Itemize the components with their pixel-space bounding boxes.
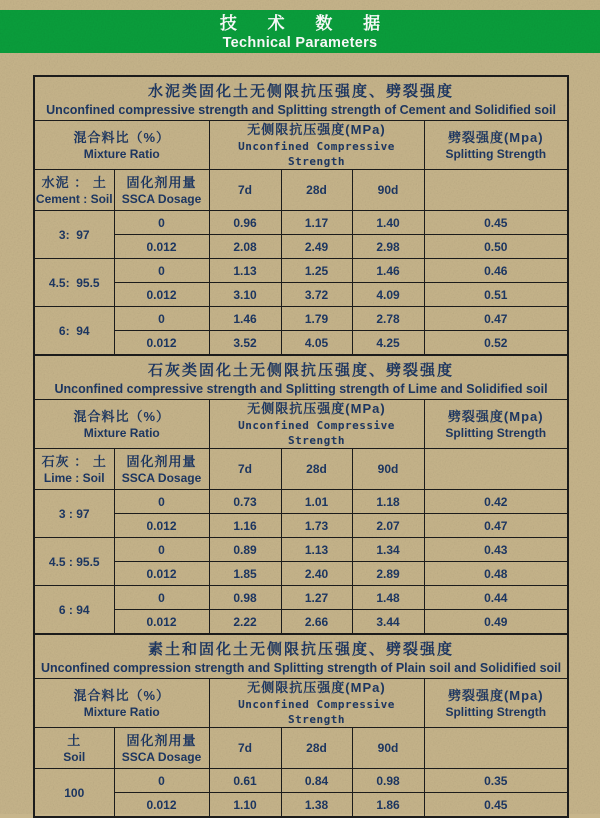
dosage-cell: 0 [114, 586, 209, 610]
dosage-cell: 0.012 [114, 610, 209, 635]
header-split [424, 679, 568, 728]
ratio-cell: 6 : 94 [34, 586, 114, 635]
header-ratio-en: Cement : Soil [35, 191, 113, 206]
table-title-zh: 素土和固化土无侧限抗压强度、劈裂强度 [148, 640, 455, 658]
header-ucs [209, 679, 424, 728]
table-title-en: Unconfined compressive strength and Splitting strength of Cement and Solidified soil [46, 102, 556, 117]
strength-value-cell: 1.18 [352, 490, 424, 514]
strength-value-cell: 1.79 [281, 307, 352, 331]
strength-value-cell: 1.85 [209, 562, 281, 586]
strength-value-cell: 0.49 [424, 610, 568, 635]
table-title-zh: 石灰类固化土无侧限抗压强度、劈裂强度 [148, 361, 455, 379]
dosage-cell: 0 [114, 211, 209, 235]
header-splitting-empty-cell [424, 170, 568, 211]
header-mixture-zh: 混合料比（%） [73, 687, 171, 703]
strength-value-cell: 2.78 [352, 307, 424, 331]
strength-value-cell: 1.16 [209, 514, 281, 538]
strength-value-cell: 1.48 [352, 586, 424, 610]
strength-value-cell: 0.50 [424, 235, 568, 259]
header-ucs-zh: 无侧限抗压强度(MPa) [247, 122, 386, 137]
data-row [34, 514, 568, 538]
header-mixture-zh: 混合料比（%） [73, 129, 171, 145]
data-row [34, 769, 568, 793]
header-age-7d: 7d [209, 449, 281, 490]
strength-value-cell: 0.44 [424, 586, 568, 610]
header-split [424, 121, 568, 170]
data-row [34, 562, 568, 586]
header-ratio-zh: 石灰 ： 土 [41, 453, 107, 469]
ratio-cell: 100 [34, 769, 114, 818]
header-ratio [34, 728, 114, 769]
header-ucs-en: Unconfined Compressive Strength [238, 140, 395, 168]
header-dosage-en: SSCA Dosage [121, 191, 202, 206]
strength-value-cell: 2.49 [281, 235, 352, 259]
header-ucs [209, 121, 424, 170]
header-split-en: Splitting Strength [445, 146, 547, 161]
ratio-cell: 3: 97 [34, 211, 114, 259]
header-splitting-empty-cell [424, 728, 568, 769]
header-age-7d: 7d [209, 170, 281, 211]
plain-soil-table [33, 633, 569, 818]
ratio-cell: 6: 94 [34, 307, 114, 356]
strength-value-cell: 0.52 [424, 331, 568, 356]
strength-value-cell: 4.09 [352, 283, 424, 307]
strength-value-cell: 1.34 [352, 538, 424, 562]
strength-value-cell: 1.13 [281, 538, 352, 562]
header-ratio [34, 449, 114, 490]
strength-value-cell: 2.08 [209, 235, 281, 259]
strength-value-cell: 1.10 [209, 793, 281, 818]
table-title-en: Unconfined compression strength and Splitting strength of Plain soil and Solidified soil [40, 660, 562, 675]
strength-value-cell: 0.48 [424, 562, 568, 586]
strength-value-cell: 0.47 [424, 307, 568, 331]
strength-value-cell: 0.47 [424, 514, 568, 538]
header-ucs-zh: 无侧限抗压强度(MPa) [247, 680, 386, 695]
strength-value-cell: 0.42 [424, 490, 568, 514]
header-age-28d: 28d [281, 728, 352, 769]
table-title-row [34, 634, 568, 679]
header-splitting-empty-cell [424, 449, 568, 490]
header-ratio-en: Lime : Soil [43, 470, 105, 485]
page-header-band [0, 10, 600, 53]
strength-value-cell: 0.45 [424, 211, 568, 235]
strength-value-cell: 0.89 [209, 538, 281, 562]
header-dosage [114, 728, 209, 769]
strength-value-cell: 0.51 [424, 283, 568, 307]
strength-value-cell: 1.17 [281, 211, 352, 235]
dosage-cell: 0.012 [114, 283, 209, 307]
strength-value-cell: 1.46 [209, 307, 281, 331]
column-header-row [34, 728, 568, 769]
dosage-cell: 0 [114, 490, 209, 514]
table-title-row [34, 76, 568, 121]
header-age-28d: 28d [281, 449, 352, 490]
header-ratio [34, 170, 114, 211]
header-dosage-en: SSCA Dosage [121, 749, 202, 764]
header-dosage [114, 449, 209, 490]
column-group-header-row [34, 121, 568, 170]
table-title [34, 355, 568, 400]
data-row [34, 538, 568, 562]
strength-value-cell: 1.73 [281, 514, 352, 538]
strength-value-cell: 3.10 [209, 283, 281, 307]
strength-value-cell: 1.86 [352, 793, 424, 818]
header-mixture-en: Mixture Ratio [83, 704, 160, 719]
header-mixture [34, 679, 209, 728]
data-row [34, 283, 568, 307]
strength-value-cell: 3.44 [352, 610, 424, 635]
dosage-cell: 0 [114, 769, 209, 793]
column-header-row [34, 170, 568, 211]
dosage-cell: 0 [114, 307, 209, 331]
data-row [34, 586, 568, 610]
strength-value-cell: 2.07 [352, 514, 424, 538]
page-title-en: Technical Parameters [222, 35, 378, 51]
header-split-en: Splitting Strength [445, 425, 547, 440]
strength-value-cell: 1.46 [352, 259, 424, 283]
header-split-en: Splitting Strength [445, 704, 547, 719]
header-dosage-zh: 固化剂用量 [126, 174, 197, 190]
table-title-zh: 水泥类固化土无侧限抗压强度、劈裂强度 [148, 82, 455, 100]
header-ratio-zh: 土 [67, 732, 82, 748]
strength-value-cell: 1.13 [209, 259, 281, 283]
header-mixture [34, 400, 209, 449]
strength-value-cell: 0.96 [209, 211, 281, 235]
header-split-zh: 劈裂强度(Mpa) [447, 687, 544, 703]
data-row [34, 259, 568, 283]
strength-value-cell: 2.89 [352, 562, 424, 586]
header-mixture-zh: 混合料比（%） [73, 408, 171, 424]
lime-soil-table [33, 354, 569, 635]
page-title-zh: 技 术 数 据 [219, 14, 394, 33]
header-mixture-en: Mixture Ratio [83, 146, 160, 161]
header-ucs-en: Unconfined Compressive Strength [238, 698, 395, 726]
header-ucs-en: Unconfined Compressive Strength [238, 419, 395, 447]
header-mixture-en: Mixture Ratio [83, 425, 160, 440]
strength-value-cell: 0.84 [281, 769, 352, 793]
strength-value-cell: 4.25 [352, 331, 424, 356]
header-split-zh: 劈裂强度(Mpa) [447, 408, 544, 424]
strength-value-cell: 2.66 [281, 610, 352, 635]
column-header-row [34, 449, 568, 490]
strength-value-cell: 1.01 [281, 490, 352, 514]
strength-value-cell: 2.40 [281, 562, 352, 586]
strength-value-cell: 1.38 [281, 793, 352, 818]
header-age-90d: 90d [352, 728, 424, 769]
strength-value-cell: 0.46 [424, 259, 568, 283]
strength-value-cell: 0.45 [424, 793, 568, 818]
strength-value-cell: 0.61 [209, 769, 281, 793]
strength-value-cell: 3.52 [209, 331, 281, 356]
data-row [34, 307, 568, 331]
data-row [34, 211, 568, 235]
table-title [34, 634, 568, 679]
strength-value-cell: 0.35 [424, 769, 568, 793]
strength-value-cell: 1.25 [281, 259, 352, 283]
strength-value-cell: 0.98 [352, 769, 424, 793]
header-split [424, 400, 568, 449]
dosage-cell: 0.012 [114, 235, 209, 259]
column-group-header-row [34, 400, 568, 449]
data-row [34, 331, 568, 356]
header-age-28d: 28d [281, 170, 352, 211]
dosage-cell: 0 [114, 259, 209, 283]
table-title-row [34, 355, 568, 400]
header-ucs [209, 400, 424, 449]
data-row [34, 235, 568, 259]
strength-value-cell: 2.98 [352, 235, 424, 259]
ratio-cell: 3 : 97 [34, 490, 114, 538]
strength-value-cell: 2.22 [209, 610, 281, 635]
header-dosage-en: SSCA Dosage [121, 470, 202, 485]
column-group-header-row [34, 679, 568, 728]
strength-value-cell: 0.43 [424, 538, 568, 562]
header-dosage-zh: 固化剂用量 [126, 732, 197, 748]
header-ratio-zh: 水泥 ： 土 [41, 174, 107, 190]
tables-container [33, 75, 567, 818]
header-ucs-zh: 无侧限抗压强度(MPa) [247, 401, 386, 416]
header-age-7d: 7d [209, 728, 281, 769]
dosage-cell: 0.012 [114, 331, 209, 356]
table-title-en: Unconfined compressive strength and Splitting strength of Lime and Solidified soil [54, 381, 548, 396]
dosage-cell: 0.012 [114, 793, 209, 818]
header-dosage-zh: 固化剂用量 [126, 453, 197, 469]
strength-value-cell: 0.98 [209, 586, 281, 610]
strength-value-cell: 4.05 [281, 331, 352, 356]
strength-value-cell: 1.40 [352, 211, 424, 235]
ratio-cell: 4.5 : 95.5 [34, 538, 114, 586]
table-title [34, 76, 568, 121]
ratio-cell: 4.5: 95.5 [34, 259, 114, 307]
dosage-cell: 0 [114, 538, 209, 562]
header-age-90d: 90d [352, 170, 424, 211]
strength-value-cell: 0.73 [209, 490, 281, 514]
header-split-zh: 劈裂强度(Mpa) [447, 129, 544, 145]
header-ratio-en: Soil [63, 749, 86, 764]
data-row [34, 490, 568, 514]
dosage-cell: 0.012 [114, 562, 209, 586]
strength-value-cell: 1.27 [281, 586, 352, 610]
header-mixture [34, 121, 209, 170]
strength-value-cell: 3.72 [281, 283, 352, 307]
data-row [34, 610, 568, 635]
header-dosage [114, 170, 209, 211]
header-age-90d: 90d [352, 449, 424, 490]
cement-soil-table [33, 75, 569, 356]
data-row [34, 793, 568, 818]
dosage-cell: 0.012 [114, 514, 209, 538]
